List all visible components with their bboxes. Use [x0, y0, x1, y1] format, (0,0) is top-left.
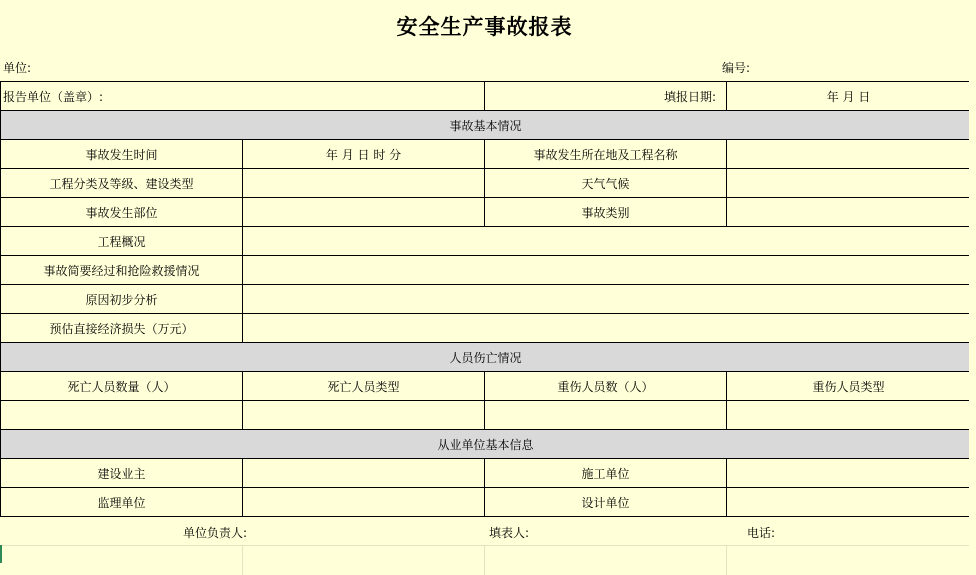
accident-time-label[interactable]: 事故发生时间 [1, 140, 243, 169]
cause-analysis-label[interactable]: 原因初步分析 [1, 285, 243, 314]
section-casualty-title[interactable]: 人员伤亡情况 [1, 343, 971, 372]
project-overview-label[interactable]: 工程概况 [1, 227, 243, 256]
accident-part-cell[interactable] [243, 198, 485, 227]
supervision-unit-label[interactable]: 监理单位 [1, 488, 243, 517]
accident-process-cell[interactable] [243, 256, 971, 285]
economic-loss-label[interactable]: 预估直接经济损失（万元） [1, 314, 243, 343]
section-row [1, 430, 971, 459]
gridline [242, 546, 243, 575]
sheet-right-margin [969, 0, 976, 574]
section-basic-title[interactable]: 事故基本情况 [1, 111, 971, 140]
accident-type-label[interactable]: 事故类别 [485, 198, 727, 227]
accident-time-value[interactable]: 年 月 日 时 分 [243, 140, 485, 169]
table-row [1, 285, 971, 314]
construction-unit-label[interactable]: 施工单位 [485, 459, 727, 488]
empty-sheet-row[interactable] [0, 545, 976, 575]
section-employer-title[interactable]: 从业单位基本信息 [1, 430, 971, 459]
project-category-cell[interactable] [243, 169, 485, 198]
weather-label[interactable]: 天气气候 [485, 169, 727, 198]
table-row [1, 227, 971, 256]
table-row [1, 256, 971, 285]
table-row [1, 169, 971, 198]
cause-analysis-cell[interactable] [243, 285, 971, 314]
table-row [1, 314, 971, 343]
construction-unit-cell[interactable] [727, 459, 971, 488]
number-label: 编号: [722, 61, 751, 75]
table-row [1, 488, 971, 517]
owner-label[interactable]: 建设业主 [1, 459, 243, 488]
gridline [484, 546, 485, 575]
accident-process-label[interactable]: 事故简要经过和抢险救援情况 [1, 256, 243, 285]
death-count-cell[interactable] [1, 401, 243, 430]
filler-label: 填表人: [489, 526, 530, 540]
economic-loss-cell[interactable] [243, 314, 971, 343]
report-title: 安全生产事故报表 [0, 0, 970, 52]
accident-location-cell[interactable] [727, 140, 971, 169]
supervision-unit-cell[interactable] [243, 488, 485, 517]
death-type-header[interactable]: 死亡人员类型 [243, 372, 485, 401]
footer-row [0, 517, 976, 545]
owner-cell[interactable] [243, 459, 485, 488]
reporting-unit-label[interactable]: 报告单位（盖章）: [1, 82, 485, 111]
project-category-label[interactable]: 工程分类及等级、建设类型 [1, 169, 243, 198]
unit-label: 单位: [3, 61, 32, 75]
gridline [726, 546, 727, 575]
design-unit-label[interactable]: 设计单位 [485, 488, 727, 517]
design-unit-cell[interactable] [727, 488, 971, 517]
fill-date-value[interactable]: 年 月 日 [727, 82, 971, 111]
section-row [1, 111, 971, 140]
section-row [1, 343, 971, 372]
project-overview-cell[interactable] [243, 227, 971, 256]
table-row [1, 140, 971, 169]
phone-label: 电话: [747, 526, 776, 540]
death-type-cell[interactable] [243, 401, 485, 430]
accident-location-label[interactable]: 事故发生所在地及工程名称 [485, 140, 727, 169]
death-count-header[interactable]: 死亡人员数量（人） [1, 372, 243, 401]
reporting-unit-row [1, 82, 971, 111]
accident-part-label[interactable]: 事故发生部位 [1, 198, 243, 227]
fill-date-label[interactable]: 填报日期: [485, 82, 727, 111]
table-row [1, 459, 971, 488]
weather-cell[interactable] [727, 169, 971, 198]
accident-type-cell[interactable] [727, 198, 971, 227]
unit-row [0, 52, 970, 80]
casualty-value-row [1, 401, 971, 430]
report-table [0, 81, 971, 517]
injury-type-header[interactable]: 重伤人员类型 [727, 372, 971, 401]
injury-count-cell[interactable] [485, 401, 727, 430]
casualty-header-row [1, 372, 971, 401]
table-row [1, 198, 971, 227]
injury-type-cell[interactable] [727, 401, 971, 430]
unit-leader-label: 单位负责人: [183, 526, 248, 540]
injury-count-header[interactable]: 重伤人员数（人） [485, 372, 727, 401]
cell-selection-marker [0, 545, 2, 563]
